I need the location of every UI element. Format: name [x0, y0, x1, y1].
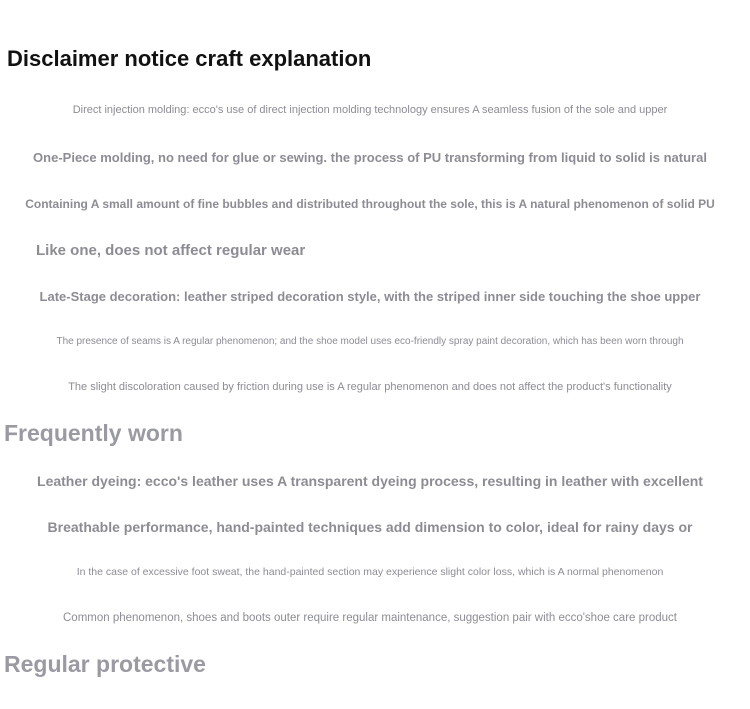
dye-line-4: Common phenomenon, shoes and boots outer require regular maintenance, suggestion pair with ecco'shoe care product	[63, 612, 677, 624]
heading-regular-protective: Regular protective	[4, 651, 206, 677]
craft-line-2: One-Piece molding, no need for glue or sewing. the process of PU transforming from liquid to solid is natural	[33, 150, 707, 165]
heading-frequently-worn: Frequently worn	[4, 420, 183, 446]
craft-line-7: The slight discoloration caused by friction during use is A regular phenomenon and does not affect the product's functionality	[68, 381, 672, 393]
craft-line-5: Late-Stage decoration: leather striped decoration style, with the striped inner side touching the shoe upper	[39, 289, 701, 304]
dye-line-3: In the case of excessive foot sweat, the hand-painted section may experience slight color loss, which is A normal phenomenon	[76, 566, 664, 578]
page-title: Disclaimer notice craft explanation	[7, 46, 372, 71]
craft-line-1: Direct injection molding: ecco's use of direct injection molding technology ensures A seamless fusion of the sole and upper	[72, 104, 668, 116]
dye-line-1: Leather dyeing: ecco's leather uses A transparent dyeing process, resulting in leather with excellent	[37, 473, 703, 489]
craft-line-6: The presence of seams is A regular phenomenon; and the shoe model uses eco-friendly spray paint decoration, which has been worn through	[56, 336, 684, 347]
craft-line-4: Like one, does not affect regular wear	[36, 242, 306, 259]
dye-line-2: Breathable performance, hand-painted techniques add dimension to color, ideal for rainy days or	[47, 519, 693, 535]
craft-line-3: Containing A small amount of fine bubbles and distributed throughout the sole, this is A natural phenomenon of solid PU	[25, 197, 715, 211]
